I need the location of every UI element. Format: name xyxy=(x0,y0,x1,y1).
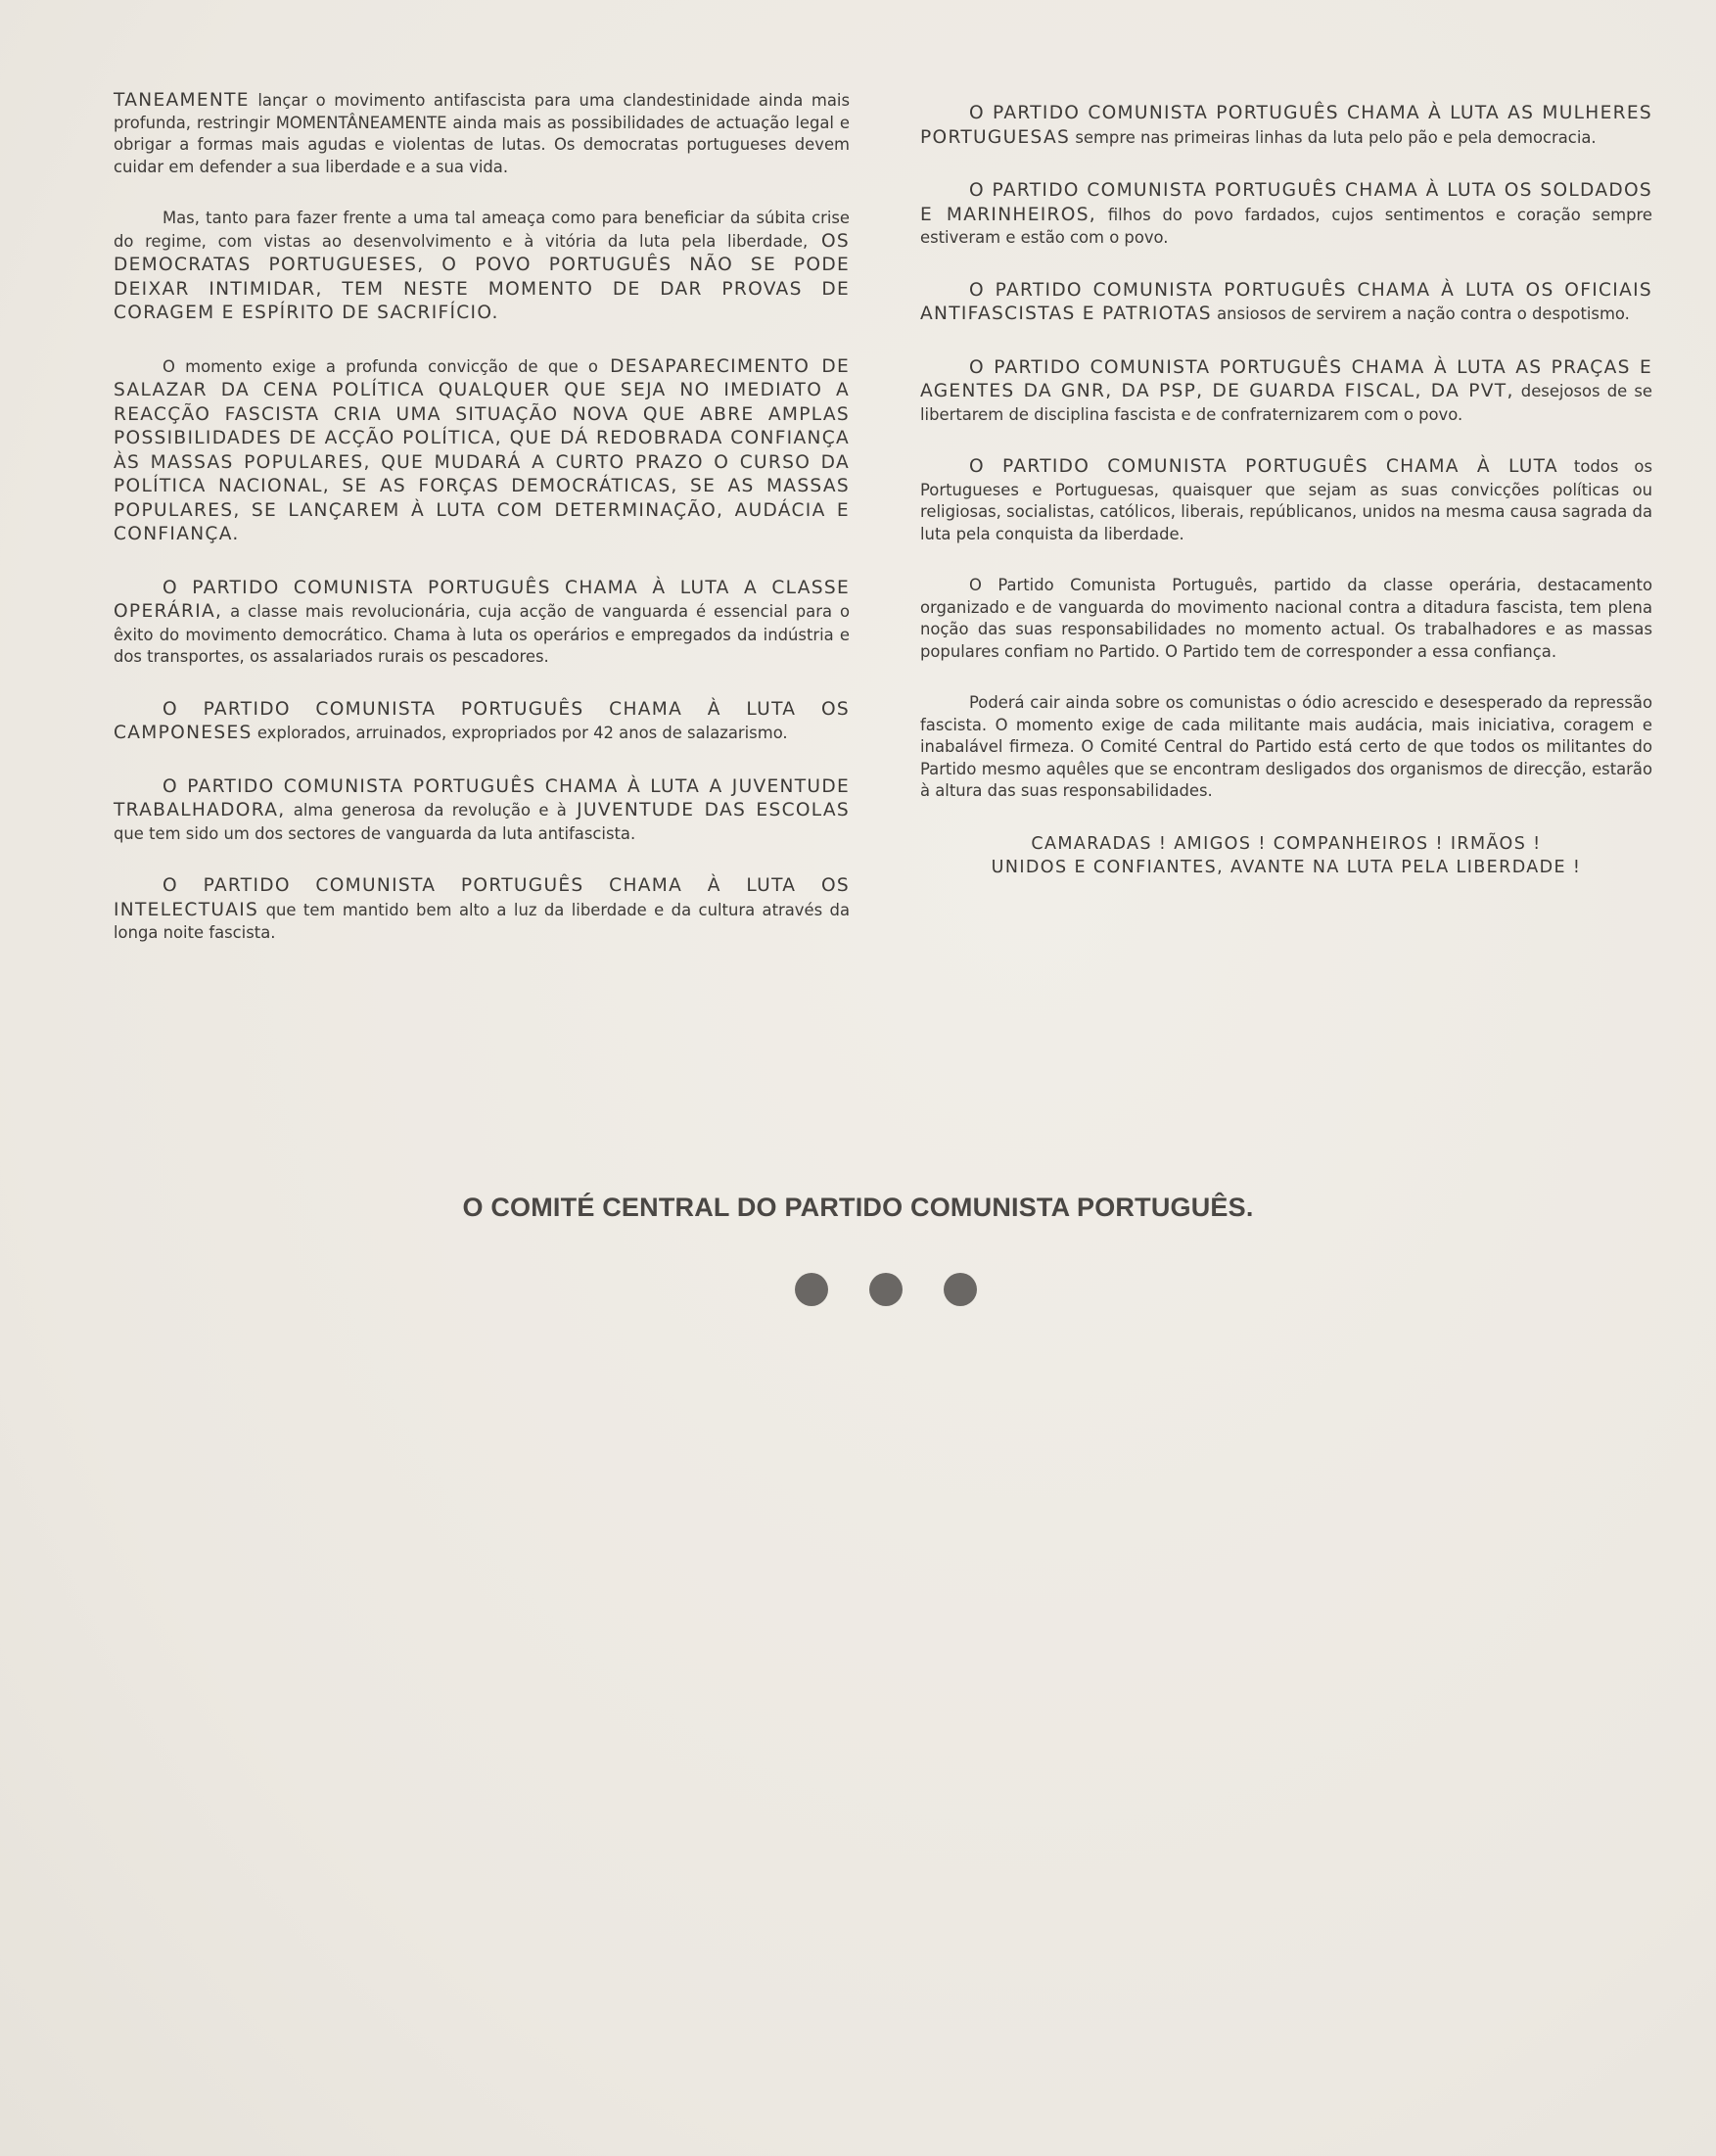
paragraph-text: ansiosos de servirem a nação contra o despotismo. xyxy=(1211,305,1630,323)
paragraph-caps: DESAPARECIMENTO DE SALAZAR DA CENA POLÍTICA QUALQUER QUE SEJA NO IMEDIATO A REACÇÃO FASCISTA CRIA UMA SITUAÇÃO NOVA QUE ABRE AMPLAS POSSIBILIDADES DE ACÇÃO POLÍTICA, QUE DÁ REDOBRADA CONFIANÇA ÀS MASSAS POPULARES, QUE MUDARÁ A CURTO PRAZO O CURSO DA POLÍTICA NACIONAL, SE AS FORÇAS DEMOCRÁTICAS, SE AS MASSAS POPULARES, SE LANÇAREM À LUTA COM DETERMINAÇÃO, AUDÁCIA E CONFIANÇA. xyxy=(114,355,851,544)
paragraph-caps: O PARTIDO COMUNISTA PORTUGUÊS CHAMA À LUTA OS CAMPONESES xyxy=(114,698,850,743)
closing-line-2: UNIDOS E CONFIANTES, AVANTE NA LUTA PELA LIBERDADE ! xyxy=(991,857,1582,877)
paragraph-text: O Partido Comunista Português, partido da classe operária, destacamento organizado e de vanguarda do movimento nacional contra a ditadura fascista, tem plena noção das suas responsabilidades no momento actual. Os trabalhadores e as massas populares confiam no Partido. O Partido tem de corresponder a essa confiança. xyxy=(920,576,1652,661)
paragraph-caps: O PARTIDO COMUNISTA PORTUGUÊS CHAMA À LUTA AS MULHERES PORTUGUESAS xyxy=(920,103,1652,148)
paragraph-caps: OS DEMOCRATAS PORTUGUESES, O POVO PORTUGUÊS NÃO SE PODE DEIXAR INTIMIDAR, TEM NESTE MOMENTO DE DAR PROVAS DE CORAGEM E ESPÍRITO DE SACRIFÍCIO. xyxy=(114,230,851,323)
ornament-dots xyxy=(795,1273,991,1312)
dot-icon xyxy=(944,1273,977,1306)
left-paragraph-5 xyxy=(114,698,850,746)
paragraph-text: que tem mantido bem alto a luz da liberdade e da cultura através da longa noite fascista. xyxy=(114,900,850,942)
paragraph-text-2: que tem sido um dos sectores de vanguarda da luta antifascista. xyxy=(114,823,636,843)
paragraph-text: sempre nas primeiras linhas da luta pelo pão e pela democracia. xyxy=(1070,127,1597,147)
paragraph-text: desejosos de se libertarem de disciplina fascista e de confraternizarem com o povo. xyxy=(920,382,1652,424)
dot-icon xyxy=(869,1273,903,1306)
lead-word: TANEAMENTE xyxy=(114,90,250,111)
paragraph-caps: O PARTIDO COMUNISTA PORTUGUÊS CHAMA À LUTA xyxy=(969,456,1558,477)
paragraph-caps: O PARTIDO COMUNISTA PORTUGUÊS CHAMA À LUTA OS OFICIAIS ANTIFASCISTAS E PATRIOTAS xyxy=(920,279,1652,324)
signature: O COMITÉ CENTRAL DO PARTIDO COMUNISTA PORTUGUÊS. xyxy=(462,1193,1254,1222)
right-paragraph-7 xyxy=(920,692,1652,803)
right-paragraph-6 xyxy=(920,575,1652,663)
left-paragraph-2 xyxy=(114,208,850,326)
right-paragraph-2 xyxy=(920,179,1652,250)
left-paragraph-1 xyxy=(114,90,850,178)
paragraph-caps-2: JUVENTUDE DAS ESCOLAS xyxy=(566,800,850,820)
left-paragraph-7 xyxy=(114,874,850,945)
right-paragraph-3 xyxy=(920,279,1652,327)
dot-icon xyxy=(795,1273,828,1306)
paragraph-text: Poderá cair ainda sobre os comunistas o ódio acrescido e desesperado da repressão fascista. O momento exige de cada militante mais audácia, mais iniciativa, coragem e inabalável firmeza. O Comité Central do Partido está certo de que todos os militantes do Partido mesmo aquêles que se encontram desligados dos organismos de direcção, estarão à altura das suas responsabilidades. xyxy=(920,693,1652,800)
paragraph-text: O momento exige a profunda convicção de que o xyxy=(162,356,598,376)
paragraph-text: alma generosa da revolução e à xyxy=(285,801,567,820)
left-paragraph-4 xyxy=(114,577,850,669)
paragraph-text: Mas, tanto para fazer frente a uma tal ameaça como para beneficiar da súbita crise do regime, com vistas ao desenvolvimento e à vitória da luta pela liberdade, xyxy=(114,209,850,251)
closing-line-1: CAMARADAS ! AMIGOS ! COMPANHEIROS ! IRMÃOS ! xyxy=(1031,833,1542,854)
paragraph-caps: O PARTIDO COMUNISTA PORTUGUÊS CHAMA À LUTA A JUVENTUDE TRABALHADORA, xyxy=(114,775,850,820)
paragraph-text: todos os Portugueses e Portuguesas, quaisquer que sejam as suas convicções políticas ou religiosas, socialistas, católicos, liberais, repúblicanos, unidos na mesma causa sagrada da luta pela conquista da liberdade. xyxy=(920,457,1652,543)
closing-call xyxy=(920,832,1652,879)
paragraph-text: lançar o movimento antifascista para uma clandestinidade ainda mais profunda, restringir MOMENTÂNEAMENTE ainda mais as possibilidades de actuação legal e obrigar a formas mais agudas e violentas de lutas. Os democratas portugueses devem cuidar em defender a sua liberdade e a sua vida. xyxy=(114,91,850,176)
right-column xyxy=(920,102,1652,879)
paragraph-caps: O PARTIDO COMUNISTA PORTUGUÊS CHAMA À LUTA OS INTELECTUAIS xyxy=(114,875,850,920)
left-paragraph-6 xyxy=(114,775,850,846)
paragraph-caps: O PARTIDO COMUNISTA PORTUGUÊS CHAMA À LUTA OS SOLDADOS E MARINHEIROS, xyxy=(920,180,1652,225)
paragraph-caps: O PARTIDO COMUNISTA PORTUGUÊS CHAMA À LUTA A CLASSE OPERÁRIA, xyxy=(114,577,850,622)
paragraph-text: filhos do povo fardados, cujos sentimentos e coração sempre estiveram e estão com o povo. xyxy=(920,205,1652,247)
paragraph-text: a classe mais revolucionária, cuja acção de vanguarda é essencial para o êxito do movimento democrático. Chama à luta os operários e empregados da indústria e dos transportes, os assalariados rurais os pescadores. xyxy=(114,602,850,666)
paragraph-caps: O PARTIDO COMUNISTA PORTUGUÊS CHAMA À LUTA AS PRAÇAS E AGENTES DA GNR, DA PSP, DE GUARDA FISCAL, DA PVT, xyxy=(920,356,1652,401)
right-paragraph-1 xyxy=(920,102,1652,150)
paragraph-text: explorados, arruinados, expropriados por 42 anos de salazarismo. xyxy=(252,724,788,742)
right-paragraph-5 xyxy=(920,455,1652,545)
left-column xyxy=(114,90,850,974)
right-paragraph-4 xyxy=(920,356,1652,427)
left-paragraph-3 xyxy=(114,355,850,547)
